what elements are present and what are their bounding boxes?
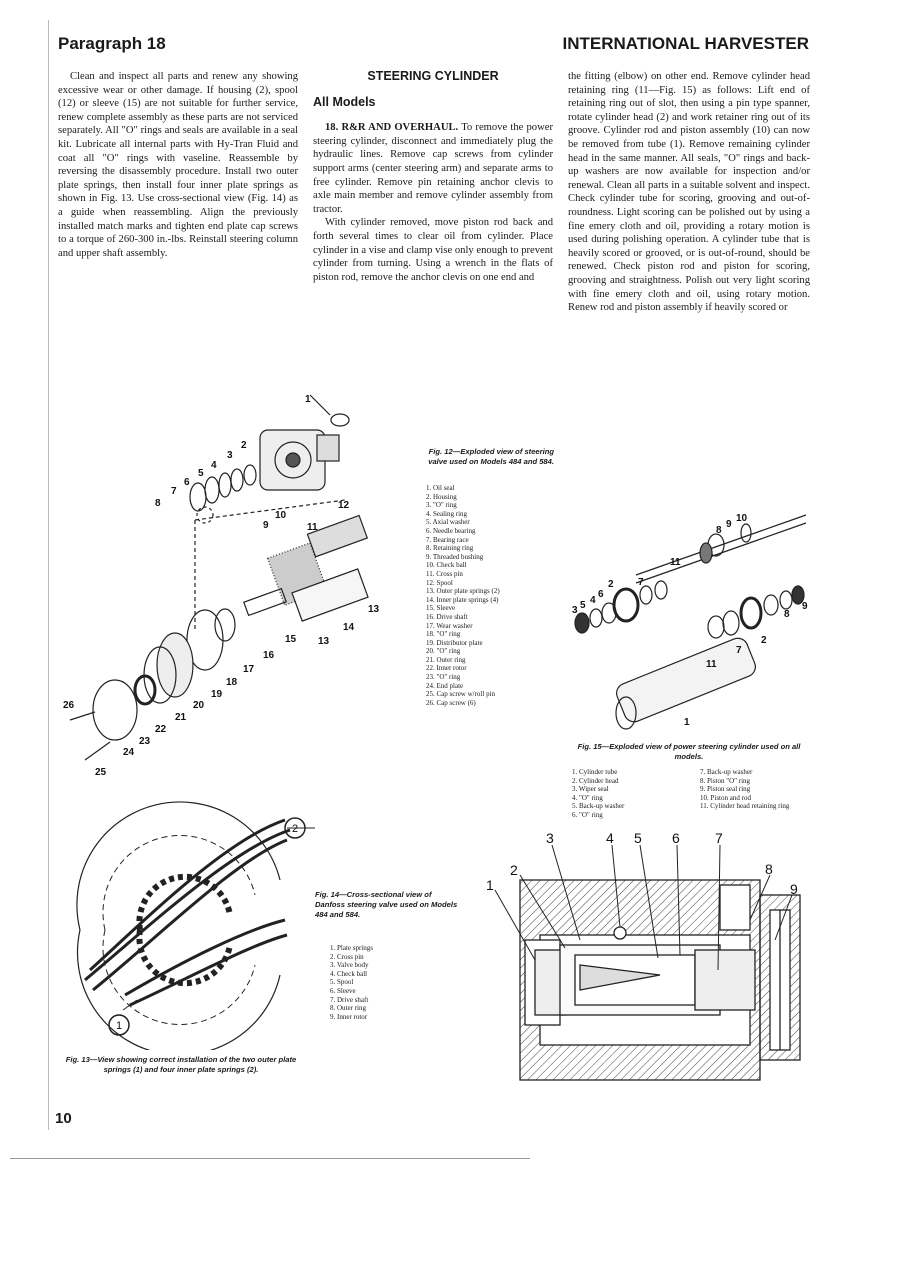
fig12-callout: 17 <box>243 664 255 675</box>
legend-item: 5. Back-up washer <box>572 802 625 811</box>
fig13-callout: 2 <box>291 823 299 835</box>
legend-item: 3. Valve body <box>330 961 369 970</box>
legend-item: 7. Back-up washer <box>700 768 753 776</box>
fig12-callout: 25 <box>95 767 107 778</box>
fig15-callout: 3 <box>572 605 578 616</box>
fig15-callout: 6 <box>598 589 604 600</box>
fig14-cross-section-drawing <box>480 830 815 1090</box>
legend-item: 14. Inner plate springs (4) <box>426 595 499 604</box>
legend-item: 8. Outer ring <box>330 1004 366 1013</box>
fig12-callout: 16 <box>263 650 275 661</box>
fig12-callout: 3 <box>227 450 233 461</box>
fig12-callout: 21 <box>175 712 187 723</box>
legend-item: 4. Check ball <box>330 969 368 978</box>
col2-paragraph-2: With cylinder removed, move piston rod back and forth several times to clear oil from cylinder. Place cylinder in a vise and clamp vise only enough to prevent cylinder from turning. Using a wrench in the flats of piston rod, remove the anchor clevis on one end and <box>313 217 553 283</box>
fig12-callout: 7 <box>171 486 177 497</box>
legend-item: 7. Drive shaft <box>330 995 369 1004</box>
legend-item: 3. "O" ring <box>426 501 457 510</box>
fig12-callout: 6 <box>184 477 190 488</box>
legend-item: 9. Inner rotor <box>330 1012 368 1021</box>
fig12-exploded-drawing <box>55 390 405 790</box>
fig12-callout: 13 <box>318 636 330 647</box>
legend-item: 11. Cross pin <box>426 569 463 578</box>
fig12-callout: 9 <box>263 520 269 531</box>
legend-item: 11. Cylinder head retaining ring <box>700 802 790 811</box>
legend-item: 2. Housing <box>426 492 457 501</box>
fig12-callout: 13 <box>368 604 380 615</box>
legend-item: 6. Needle bearing <box>426 526 476 535</box>
legend-item: 21. Outer ring <box>426 655 466 664</box>
page-number: 10 <box>55 1110 72 1127</box>
legend-item: 25. Cap screw w/roll pin <box>426 690 496 699</box>
legend-item: 6. Sleeve <box>330 986 356 995</box>
fig12-callout: 11 <box>307 522 318 533</box>
fig13-caption: Fig. 13—View showing correct installation of the two outer plate springs (1) and four inner plate springs (2). <box>65 1055 297 1074</box>
fig15-callout: 7 <box>638 577 644 588</box>
legend-item: 10. Check ball <box>426 561 467 570</box>
legend-item: 7. Bearing race <box>426 535 469 544</box>
fig12-callout: 2 <box>241 440 247 451</box>
legend-item: 4. "O" ring <box>572 793 603 802</box>
legend-item: 5. Spool <box>330 978 354 987</box>
fig14-callout: 9 <box>790 881 798 897</box>
legend-item: 2. Cross pin <box>330 952 364 961</box>
legend-item: 9. Threaded bushing <box>426 552 484 561</box>
fig14-callout: 5 <box>634 830 642 846</box>
fig15-callout: 4 <box>590 595 596 606</box>
legend-item: 2. Cylinder head <box>572 776 619 785</box>
legend-item: 13. Outer plate springs (2) <box>426 587 500 596</box>
legend-item: 24. End plate <box>426 681 464 690</box>
legend-item: 17. Wear washer <box>426 621 473 630</box>
legend-item: 26. Cap screw (6) <box>426 698 476 707</box>
column-1 <box>58 70 298 260</box>
legend-item: 1. Oil seal <box>426 484 455 492</box>
fig15-legend-right <box>700 768 812 811</box>
legend-item: 18. "O" ring <box>426 630 461 639</box>
legend-item: 8. Retaining ring <box>426 544 474 553</box>
fig14-callout: 8 <box>765 861 773 877</box>
fig15-callout: 1 <box>684 717 690 728</box>
brand-heading: INTERNATIONAL HARVESTER <box>562 34 809 53</box>
fig12-callout: 23 <box>139 736 151 747</box>
fig15-callout: 11 <box>706 659 717 670</box>
fig15-legend-left <box>572 768 682 820</box>
fig12-legend <box>426 484 556 707</box>
legend-item: 12. Spool <box>426 578 453 587</box>
fig12-callout: 26 <box>63 700 75 711</box>
fig15-callout: 2 <box>761 635 767 646</box>
fig14-legend <box>330 944 440 1021</box>
legend-item: 9. Piston seal ring <box>700 785 751 794</box>
fig12-callout: 22 <box>155 724 167 735</box>
fig13-spring-drawing <box>55 800 315 1050</box>
para-lead: 18. R&R AND OVERHAUL. <box>325 122 459 134</box>
legend-item: 8. Piston "O" ring <box>700 776 751 785</box>
column-3 <box>568 70 810 315</box>
legend-item: 1. Plate springs <box>330 944 373 952</box>
fig12-callout: 4 <box>211 460 217 471</box>
legend-item: 23. "O" ring <box>426 673 461 682</box>
fig15-callout: 5 <box>580 600 586 611</box>
fig14-callout: 4 <box>606 830 614 846</box>
fig12-callout: 12 <box>338 500 350 511</box>
legend-item: 22. Inner rotor <box>426 664 467 673</box>
legend-item: 16. Drive shaft <box>426 612 468 621</box>
fig12-callout: 14 <box>343 622 355 633</box>
section-title: STEERING CYLINDER <box>367 69 499 83</box>
fig14-callout: 7 <box>715 830 723 846</box>
fig12-callout: 10 <box>275 510 287 521</box>
fig15-caption: Fig. 15—Exploded view of power steering cylinder used on all models. <box>577 742 801 761</box>
fig12-callout: 18 <box>226 677 238 688</box>
fig12-callout: 8 <box>155 498 161 509</box>
legend-item: 19. Distributor plate <box>426 638 483 647</box>
legend-item: 6. "O" ring <box>572 810 603 819</box>
fig14-callout: 3 <box>546 830 554 846</box>
fig12-callout: 24 <box>123 747 135 758</box>
fig12-callout: 19 <box>211 689 223 700</box>
legend-item: 3. Wiper seal <box>572 785 609 794</box>
legend-item: 15. Sleeve <box>426 604 456 613</box>
margin-line <box>48 20 49 1130</box>
subsection-title: All Models <box>313 94 376 109</box>
fig15-callout: 8 <box>784 609 790 620</box>
col3-paragraph: the fitting (elbow) on other end. Remove cylinder head retaining ring (11—Fig. 15) as follows: Lift end of retaining ring out of slot, then using a pin type spanner, rotate cylinder head (2) and work retainer ring out of its groove. Cylinder rod and piston assembly (10) can now be removed from tube (1). Remove remaining cylinder head in the same manner. All seals, "O" rings and back-up washers are now available for inspection and/or renewal. Clean all parts in a suitable solvent and inspect. Check cylinder tube for scoring, grooving and out-of-roundness. Light scoring can be polished out by using a fine emery cloth and oil, providing a rotary motion is used during polishing operation. A cylinder tube that is heavily scored or grooved, or is out-of-round, should be renewed. Check piston rod and piston for scoring, grooving and straightness. Polish out very light scoring with fine emery cloth and oil, using rotary motion. Renew rod and piston assembly if heavily scored or <box>568 71 810 314</box>
fig12-caption: Fig. 12—Exploded view of steering valve used on Models 484 and 584. <box>428 447 554 466</box>
legend-item: 20. "O" ring <box>426 647 461 656</box>
fig12-callout: 15 <box>285 634 297 645</box>
fig15-exploded-drawing <box>566 505 816 735</box>
fig14-caption: Fig. 14—Cross-sectional view of Danfoss steering valve used on Models 484 and 584. <box>315 890 458 919</box>
fig15-callout: 10 <box>736 513 748 524</box>
paragraph-heading: Paragraph 18 <box>58 34 166 53</box>
footer-line <box>10 1158 530 1159</box>
fig12-callout: 20 <box>193 700 205 711</box>
fig13-callout: 1 <box>115 1020 123 1032</box>
fig15-callout: 9 <box>726 519 732 530</box>
fig15-callout: 7 <box>736 645 742 656</box>
column-2 <box>313 70 553 284</box>
legend-item: 5. Axial washer <box>426 518 470 527</box>
fig15-callout: 2 <box>608 579 614 590</box>
fig14-callout: 1 <box>486 877 494 893</box>
legend-item: 4. Sealing ring <box>426 509 468 518</box>
col2-paragraph-1: 18. R&R AND OVERHAUL. To remove the power steering cylinder, disconnect and immediately plug the hydraulic lines. Remove cap screws from cylinder support arms (center steering arm) and separate arms to free cylinder. Remove pin retaining anchor clevis to axle main member and remove cylinder assembly from tractor. <box>313 122 553 215</box>
fig15-callout: 11 <box>670 557 681 568</box>
fig14-callout: 2 <box>510 862 518 878</box>
fig15-callout: 8 <box>716 525 722 536</box>
fig15-callout: 9 <box>802 601 808 612</box>
fig14-callout: 6 <box>672 830 680 846</box>
col1-paragraph: Clean and inspect all parts and renew any showing excessive wear or other damage. If housing (2), spool (12) or sleeve (15) are not suitable for further service, renew complete assembly as these parts are not serviced separately. All "O" rings and seals are available in a seal kit. Lubricate all internal parts with Hy-Tran Fluid and coat all "O" rings with vaseline. Reassemble by reversing the disassembly procedure. Install two outer plate springs, then install four inner plate springs as shown in Fig. 13. Use cross-sectional view (Fig. 14) as a guide when reassembling. Align the previously installed match marks and tighten end plate cap screws to a torque of 260-300 in.-lbs. Reinstall steering column and upper shaft assembly. <box>58 71 298 259</box>
legend-item: 1. Cylinder tube <box>572 768 618 776</box>
fig12-callout: 5 <box>198 468 204 479</box>
legend-item: 10. Piston and rod <box>700 793 751 802</box>
fig12-callout: 1 <box>305 394 311 405</box>
